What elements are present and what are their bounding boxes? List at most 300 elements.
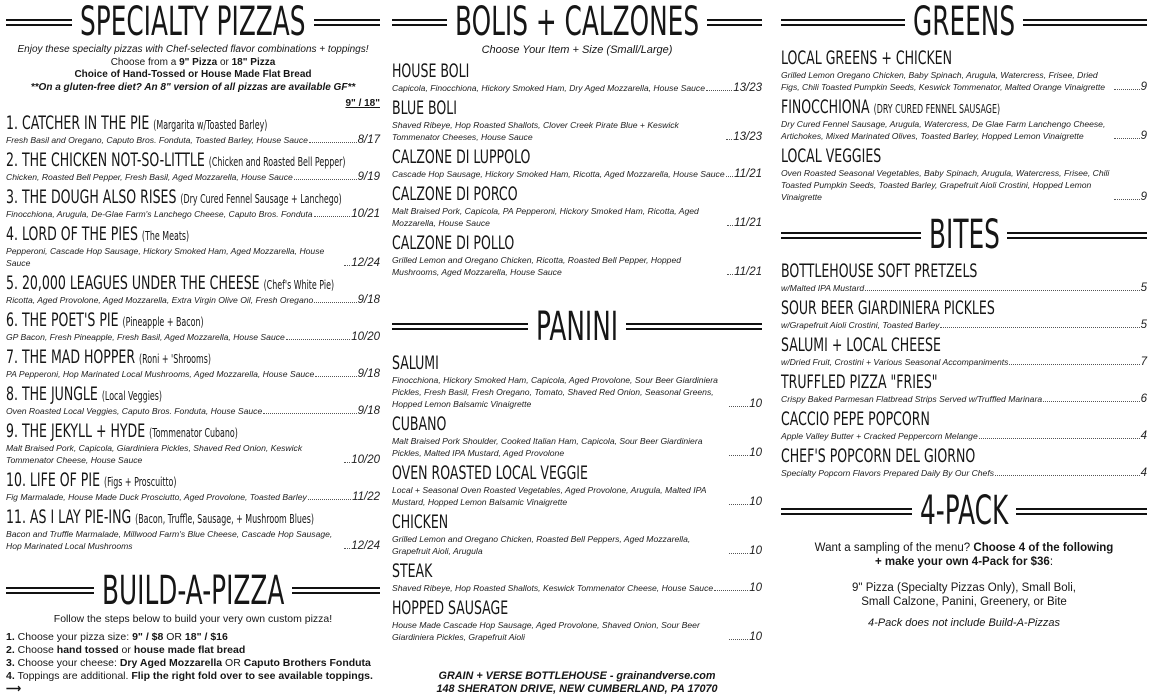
dot-leader: [1043, 401, 1139, 402]
item-title: CALZONE DI LUPPOLO: [392, 145, 531, 168]
dot-leader: [314, 302, 356, 303]
menu-item: [392, 463, 762, 508]
item-description-row: [781, 118, 1147, 142]
item-name: [6, 347, 211, 370]
dot-leader: [263, 413, 356, 414]
menu-item: [392, 561, 762, 594]
dot-leader: [729, 455, 748, 456]
menu-item: [781, 335, 1147, 368]
item-price: 10: [749, 446, 762, 459]
item-name: [781, 146, 881, 167]
dot-leader: [726, 139, 732, 140]
item-subtitle: (Figs + Proscuitto): [103, 475, 177, 489]
item-title: BOTTLEHOUSE SOFT PRETZELS: [781, 260, 978, 282]
dot-leader: [706, 90, 732, 91]
item-name: [6, 113, 267, 136]
item-name: [392, 512, 448, 533]
dot-leader: [865, 290, 1139, 291]
item-name: [392, 61, 469, 82]
item-title: 1. CATCHER IN THE PIE: [6, 112, 150, 134]
item-list: [6, 113, 380, 552]
step-text: 1.: [6, 631, 15, 643]
intro-text: Enjoy these specialty pizzas with Chef-selected flavor combinations + toppings!: [17, 44, 369, 55]
item-name: [6, 187, 342, 210]
dot-leader: [940, 327, 1139, 328]
dot-leader: [1114, 89, 1140, 90]
step-text: Flip the right fold over to see available toppings.: [131, 670, 373, 682]
item-description-row: [392, 205, 762, 229]
item-name: [392, 598, 508, 619]
item-title: CALZONE DI PORCO: [392, 182, 518, 205]
section-title: PANINI: [535, 303, 619, 350]
dot-leader: [294, 179, 357, 180]
step-text: hand tossed: [56, 644, 119, 656]
item-subtitle: (Local Veggies): [101, 389, 162, 403]
section-title: 4-PACK: [919, 488, 1009, 534]
step-text: or: [118, 644, 134, 656]
dot-leader: [344, 265, 350, 266]
menu-item: [6, 384, 380, 417]
text: Want a sampling of the menu?: [814, 542, 974, 554]
item-description-row: [392, 619, 762, 643]
item-name: [781, 298, 995, 319]
dot-leader: [344, 548, 350, 549]
menu-item: [392, 147, 762, 180]
dot-leader: [314, 216, 351, 217]
dot-leader: [308, 499, 351, 500]
item-title: 3. THE DOUGH ALSO RISES: [6, 186, 177, 208]
menu-item: [781, 298, 1147, 331]
item-subtitle: (Roni + 'Shrooms): [139, 352, 211, 366]
item-description: GP Bacon, Fresh Pineapple, Fresh Basil, Aged Mozzarella, House Sauce: [6, 332, 285, 342]
item-list: [781, 48, 1147, 203]
item-description: Crispy Baked Parmesan Flatbread Strips Served w/Truffled Marinara: [781, 394, 1043, 404]
section-heading: [6, 569, 380, 613]
item-description: Chicken, Roasted Bell Pepper, Fresh Basil, Aged Mozzarella, House Sauce: [6, 172, 293, 182]
item-name: [781, 446, 975, 467]
item-title: FINOCCHIONA: [781, 96, 870, 118]
menu-item: [6, 187, 380, 220]
item-price: 10/21: [351, 208, 380, 220]
item-title: BLUE BOLI: [392, 96, 457, 119]
item-title: 5. 20,000 LEAGUES UNDER THE CHEESE: [6, 272, 260, 294]
item-price: 11/21: [734, 167, 762, 180]
item-price: 4: [1140, 467, 1147, 479]
item-name: [6, 507, 314, 530]
item-name: [6, 224, 189, 247]
item-description-row: [392, 119, 762, 143]
item-name: [392, 147, 530, 168]
item-price: 13/23: [733, 81, 762, 94]
item-description: Grilled Lemon and Oregano Chicken, Roasted Bell Peppers, Aged Mozzarella, Grapefruit Aioli, Arugula: [392, 533, 691, 556]
text: 9" Pizza: [179, 56, 218, 68]
menu-item: [392, 61, 762, 94]
item-price: 9: [1140, 130, 1147, 142]
divider: [781, 19, 905, 26]
item-description: Shaved Ribeye, Hop Roasted Shallots, Keswick Tommenator Cheese, House Sauce: [392, 582, 714, 593]
build-steps: [6, 631, 380, 696]
step-text: Caputo Brothers Fonduta: [243, 657, 371, 669]
item-subtitle: (Tommenator Cubano): [149, 426, 238, 440]
divider: [781, 232, 921, 239]
item-title: 7. THE MAD HOPPER: [6, 346, 136, 368]
item-description: w/Grapefruit Aioli Crostini, Toasted Barley: [781, 320, 940, 330]
item-price: 10/20: [351, 331, 380, 343]
item-description: w/Malted IPA Mustard: [781, 283, 865, 293]
section-heading: [6, 0, 380, 44]
item-subtitle: (Chef's White Pie): [263, 278, 335, 292]
dot-leader: [727, 225, 733, 226]
panini-section: [392, 305, 762, 643]
menu-item: [6, 113, 380, 146]
item-price: 9: [1140, 191, 1147, 203]
item-description: Ricotta, Aged Provolone, Aged Mozzarella, Extra Virgin Olive Oil, Fresh Oregano: [6, 295, 314, 305]
menu-item: [6, 507, 380, 552]
item-name: [781, 261, 977, 282]
item-description-row: [392, 582, 762, 594]
item-description: Dry Cured Fennel Sausage, Arugula, Watercress, De Glae Farm Lanchengo Cheese, Artichokes, Mixed Marinated Olives, Toasted Barley, Hopped Lemon Vinaigrette: [781, 119, 1106, 141]
dot-leader: [727, 274, 733, 275]
step-text: 4.: [6, 670, 15, 682]
crust-choice-text: Choice of Hand-Tossed or House Made Flat Bread: [74, 69, 312, 80]
menu-item: [6, 273, 380, 306]
item-subtitle: (Bacon, Truffle, Sausage, + Mushroom Blues): [135, 512, 315, 526]
item-name: [781, 372, 938, 393]
dot-leader: [1114, 199, 1140, 200]
item-description-row: [781, 319, 1147, 331]
item-price: 9/18: [357, 368, 380, 380]
item-list: [781, 261, 1147, 479]
item-list: [392, 61, 762, 278]
divider: [392, 323, 528, 330]
item-price: 10: [749, 630, 762, 643]
divider: [392, 19, 447, 26]
menu-item: [392, 414, 762, 459]
item-description: Shaved Ribeye, Hop Roasted Shallots, Clover Creek Pirate Blue + Keswick Tommenator Cheeses, House Sauce: [392, 119, 679, 142]
gluten-free-note: **On a gluten-free diet? An 8" version of all pizzas are available GF**: [30, 81, 356, 93]
item-title: HOUSE BOLI: [392, 59, 470, 82]
item-description: House Made Cascade Hop Sausage, Aged Provolone, Shaved Onion, Sour Beer Giardiniera Pickles, Grapefruit Aioli: [392, 619, 700, 642]
menu-item: [6, 347, 380, 380]
dot-leader: [729, 639, 748, 640]
dot-leader: [714, 590, 748, 591]
item-price: 12/24: [351, 540, 380, 552]
item-description: PA Pepperoni, Hop Marinated Local Mushrooms, Aged Mozzarella, House Sauce: [6, 369, 315, 379]
item-price: 9/18: [357, 405, 380, 417]
build-intro: Follow the steps below to build your very own custom pizza!: [53, 612, 333, 625]
divider: [1023, 19, 1147, 26]
dot-leader: [315, 376, 356, 377]
item-description-row: [392, 484, 762, 508]
text: Choose from a: [110, 56, 180, 68]
dot-leader: [995, 475, 1140, 476]
greens-section: [781, 0, 1147, 203]
divider: [707, 19, 762, 26]
step-text: 18" / $16: [184, 631, 228, 643]
item-price: 5: [1140, 282, 1147, 294]
item-name: [6, 273, 334, 296]
step-text: 2.: [6, 644, 15, 656]
item-price: 10: [749, 495, 762, 508]
item-description: Malt Braised Pork, Capicola, Giardiniera Pickles, Shaved Red Onion, Keswick Tommenator Cheese, House Sauce: [6, 443, 303, 465]
menu-item: [6, 421, 380, 466]
item-title: 6. THE POET'S PIE: [6, 309, 119, 331]
divider: [292, 587, 380, 594]
dot-leader: [729, 504, 748, 505]
four-pack-lead: [781, 541, 1147, 569]
menu-item: [781, 146, 1147, 203]
item-subtitle: (Margarita w/Toasted Barley): [153, 118, 268, 132]
item-price: 5: [1140, 319, 1147, 331]
item-name: [781, 409, 930, 430]
item-subtitle: (Chicken and Roasted Bell Pepper): [208, 155, 346, 169]
item-name: [392, 233, 514, 254]
item-description: Oven Roasted Seasonal Vegetables, Baby Spinach, Arugula, Watercress, Frisee, Chili Toasted Pumpkin Seeds, Toasted Barley, Grapefruit Aioli Crostini, Hopped Lemon Vinaigrette: [781, 168, 1110, 202]
text: Choose 4 of the following + make your own 4-Pack for $36: [874, 542, 1114, 568]
dot-leader: [726, 176, 733, 177]
section-heading: [781, 489, 1147, 533]
dot-leader: [309, 142, 357, 143]
item-description: Apple Valley Butter + Cracked Peppercorn Melange: [781, 431, 978, 441]
footer-line-1: GRAIN + VERSE BOTTLEHOUSE - grainandverse.com: [438, 670, 716, 682]
menu-item: [392, 512, 762, 557]
item-description-row: [392, 168, 762, 180]
text: 18" Pizza: [231, 56, 276, 68]
size-header: 9" / 18": [345, 98, 380, 109]
item-subtitle: (Pineapple + Bacon): [122, 315, 204, 329]
step-text: Choose your pizza size:: [14, 631, 133, 643]
item-title: 11. AS I LAY PIE-ING: [6, 506, 132, 528]
item-description-row: [781, 282, 1147, 294]
item-title: LOCAL VEGGIES: [781, 145, 882, 167]
bites-section: [781, 213, 1147, 479]
specialty-pizzas-section: [6, 0, 380, 552]
item-description-row: [781, 356, 1147, 368]
item-description: Malt Braised Pork, Capicola, PA Pepperoni, Hickory Smoked Ham, Ricotta, Aged Mozzarella, House Sauce: [392, 205, 699, 228]
item-description-row: [6, 245, 380, 269]
menu-item: [392, 233, 762, 278]
menu-item: [392, 598, 762, 643]
section-title: BUILD-A-PIZZA: [101, 567, 285, 614]
size-choice-text: [6, 57, 380, 70]
four-pack-options: 9" Pizza (Specialty Pizzas Only), Small Boli, Small Calzone, Panini, Greenery, or Bite: [852, 582, 1076, 608]
four-pack-note: 4-Pack does not include Build-A-Pizzas: [868, 617, 1060, 629]
dot-leader: [1114, 138, 1140, 139]
item-title: SALUMI: [392, 351, 439, 374]
menu-item: [392, 98, 762, 143]
column-right: [781, 0, 1147, 700]
item-name: [392, 98, 457, 119]
divider: [1007, 232, 1147, 239]
item-description-row: [6, 528, 380, 552]
item-title: 10. LIFE OF PIE: [6, 469, 100, 491]
section-title: SPECIALTY PIZZAS: [80, 0, 306, 45]
item-description-row: [392, 254, 762, 278]
item-description: Malt Braised Pork Shoulder, Cooked Italian Ham, Capicola, Sour Beer Giardiniera Pickles, Malted IPA Mustard, Aged Provolone: [392, 435, 703, 458]
item-description-row: [6, 442, 380, 466]
item-name: [392, 353, 439, 374]
item-title: CUBANO: [392, 412, 447, 435]
item-price: 9: [1140, 81, 1147, 93]
step-text: Choose your cheese:: [14, 657, 120, 669]
build-a-pizza-section: [6, 569, 380, 697]
dot-leader: [344, 462, 350, 463]
item-title: 8. THE JUNGLE: [6, 383, 98, 405]
item-price: 10: [749, 581, 762, 594]
item-name: [392, 414, 446, 435]
item-price: 11/22: [352, 491, 380, 503]
item-price: 9/19: [357, 171, 380, 183]
item-description-row: [392, 533, 762, 557]
section-heading: [392, 305, 762, 349]
item-title: LOCAL GREENS + CHICKEN: [781, 47, 952, 69]
divider: [6, 587, 94, 594]
item-title: 2. THE CHICKEN NOT-SO-LITTLE: [6, 149, 205, 171]
item-description-row: [392, 435, 762, 459]
menu-item: [6, 310, 380, 343]
item-price: 10/20: [351, 454, 380, 466]
menu-item: [6, 150, 380, 183]
step-text: OR: [163, 631, 185, 643]
item-name: [392, 561, 432, 582]
item-description: Capicola, Finocchiona, Hickory Smoked Ham, Dry Aged Mozzarella, House Sauce: [392, 82, 706, 93]
build-step: [6, 670, 380, 696]
footer: [392, 670, 762, 696]
item-price: 7: [1140, 356, 1147, 368]
menu-item: [781, 97, 1147, 142]
item-description: Fig Marmalade, House Made Duck Prosciutto, Aged Provolone, Toasted Barley: [6, 492, 307, 502]
item-name: [6, 310, 204, 333]
item-price: 10: [749, 397, 762, 410]
dot-leader: [286, 339, 350, 340]
menu-item: [392, 353, 762, 410]
item-price: 6: [1140, 393, 1147, 405]
bolis-calzones-section: [392, 0, 762, 278]
item-description: Local + Seasonal Oven Roasted Vegetables, Aged Provolone, Arugula, Malted IPA Mustard, Hopped Lemon Balsamic Vinaigrette: [392, 484, 707, 507]
dot-leader: [979, 438, 1140, 439]
item-description-row: [781, 69, 1147, 93]
item-title: HOPPED SAUSAGE: [392, 596, 509, 619]
item-subtitle: (Dry Cured Fennel Sausage + Lanchego): [180, 192, 342, 206]
item-description: Grilled Lemon Oregano Chicken, Baby Spinach, Arugula, Watercress, Frisee, Dried Figs, Chili Toasted Pumpkin Seeds, Keswick Tommenator, Malted Orange Vinaigrette: [781, 70, 1106, 92]
item-description: Pepperoni, Cascade Hop Sausage, Hickory Smoked Ham, Aged Mozzarella, House Sauce: [6, 246, 325, 268]
item-price: 4: [1140, 430, 1147, 442]
menu-item: [781, 48, 1147, 93]
text: or: [217, 56, 232, 68]
item-title: SOUR BEER GIARDINIERA PICKLES: [781, 297, 995, 319]
item-description: Oven Roasted Local Veggies, Caputo Bros. Fonduta, House Sauce: [6, 406, 263, 416]
item-price: 10: [749, 544, 762, 557]
item-description: Fresh Basil and Oregano, Caputo Bros. Fonduta, Toasted Barley, House Sauce: [6, 135, 308, 145]
item-title: 9. THE JEKYLL + HYDE: [6, 420, 146, 442]
section-heading: [781, 0, 1147, 44]
section-subtitle: Choose Your Item + Size (Small/Large): [481, 44, 673, 56]
column-left: [6, 0, 380, 700]
menu-item: [781, 261, 1147, 294]
item-description: Finocchiona, Arugula, De-Glae Farm's Lanchego Cheese, Caputo Bros. Fonduta: [6, 209, 313, 219]
menu-item: [781, 446, 1147, 479]
divider: [1016, 508, 1147, 515]
item-subtitle: (DRY CURED FENNEL SAUSAGE): [873, 102, 1001, 116]
item-price: 11/21: [734, 265, 762, 278]
item-title: CACCIO PEPE POPCORN: [781, 408, 930, 430]
step-text: Choose: [14, 644, 57, 656]
text: :: [1049, 556, 1054, 568]
item-description: Finocchiona, Hickory Smoked Ham, Capicola, Aged Provolone, Sour Beer Giardiniera Pickles, Fresh Basil, Fresh Oregano, Tomato, Shaved Red Onion, Seasonal Greens, Hopped Lemon Balsamic Vinaigrette: [392, 374, 718, 409]
arrow-right-icon: ⟶: [6, 683, 22, 695]
item-description: Bacon and Truffle Marmalade, Millwood Farm's Blue Cheese, Cascade Hop Sausage, Hop Marinated Local Mushrooms: [6, 529, 333, 551]
step-text: 3.: [6, 657, 15, 669]
item-subtitle: (The Meats): [141, 229, 190, 243]
menu-item: [781, 372, 1147, 405]
item-description: Grilled Lemon and Oregano Chicken, Ricotta, Roasted Bell Pepper, Hopped Mushrooms, Aged Mozzarella, House Sauce: [392, 254, 682, 277]
item-description-row: [781, 167, 1147, 203]
four-pack-section: [781, 489, 1147, 630]
item-title: TRUFFLED PIZZA "FRIES": [781, 371, 938, 393]
dot-leader: [1009, 364, 1139, 365]
item-list: [392, 353, 762, 643]
item-description: Specialty Popcorn Flavors Prepared Daily By Our Chefs: [781, 468, 995, 478]
section-heading: [392, 0, 762, 44]
divider: [781, 508, 912, 515]
item-description-row: [781, 430, 1147, 442]
item-name: [6, 421, 238, 444]
item-description: w/Dried Fruit, Crostini + Various Seasonal Accompaniments: [781, 357, 1009, 367]
section-title: BITES: [928, 212, 1000, 258]
item-price: 11/21: [734, 216, 762, 229]
step-text: house made flat bread: [133, 644, 246, 656]
item-title: CALZONE DI POLLO: [392, 231, 515, 254]
step-text: Dry Aged Mozzarella: [119, 657, 223, 669]
item-price: 8/17: [357, 134, 380, 146]
build-step: [6, 644, 380, 657]
divider: [626, 323, 762, 330]
menu-item: [6, 224, 380, 269]
item-description-row: [781, 393, 1147, 405]
menu-item: [781, 409, 1147, 442]
item-name: [392, 184, 518, 205]
menu-item: [392, 184, 762, 229]
item-name: [6, 384, 162, 407]
step-text: Toppings are additional.: [14, 670, 132, 682]
item-title: OVEN ROASTED LOCAL VEGGIE: [392, 461, 588, 484]
dot-leader: [729, 406, 748, 407]
item-title: SALUMI + LOCAL CHEESE: [781, 334, 941, 356]
column-middle: [392, 0, 762, 700]
item-price: 12/24: [351, 257, 380, 269]
item-description-row: [781, 467, 1147, 479]
item-name: [781, 97, 1000, 120]
dot-leader: [729, 553, 748, 554]
item-description-row: [392, 82, 762, 94]
divider: [314, 19, 380, 26]
item-title: CHEF'S POPCORN DEL GIORNO: [781, 445, 976, 467]
build-step: [6, 631, 380, 644]
item-name: [781, 335, 941, 356]
menu-item: [6, 470, 380, 503]
section-title: GREENS: [912, 0, 1016, 45]
item-name: [781, 48, 952, 69]
item-price: 9/18: [357, 294, 380, 306]
section-heading: [781, 213, 1147, 257]
step-text: 9" / $8: [132, 631, 164, 643]
item-name: [6, 150, 345, 173]
item-description: Cascade Hop Sausage, Hickory Smoked Ham, Ricotta, Aged Mozzarella, House Sauce: [392, 168, 725, 179]
item-description-row: [392, 374, 762, 410]
item-title: STEAK: [392, 559, 433, 582]
item-name: [392, 463, 588, 484]
divider: [6, 19, 72, 26]
